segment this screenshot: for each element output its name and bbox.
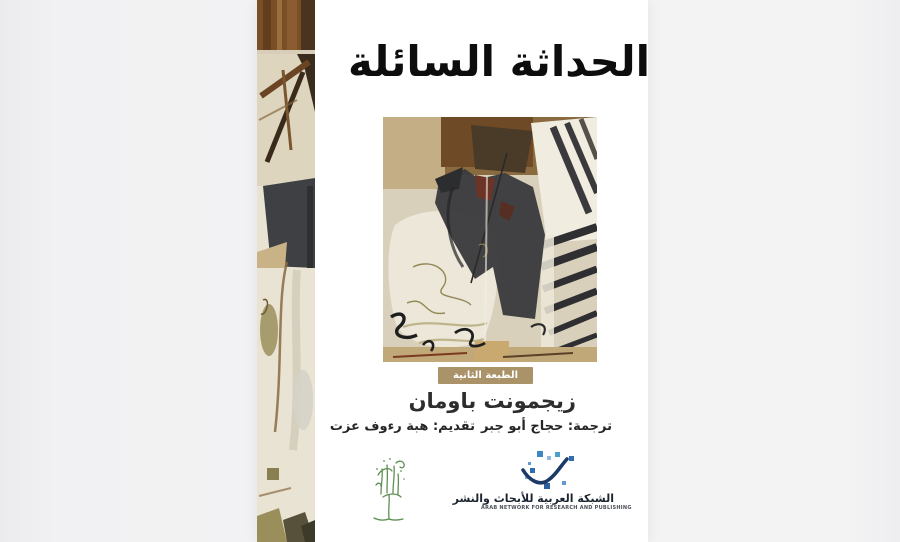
translation-credit: ترجمة: حجاج أبو جبر [481,419,612,434]
publisher-name-english: ARAB NETWORK FOR RESEARCH AND PUBLISHING [481,505,632,511]
edition-badge: الطبعة الثانية [438,367,533,384]
foreword-credit: تقديم: هبة رءوف عزت [329,419,475,434]
cover-artwork [383,117,597,362]
book-cover [257,0,651,542]
green-calligraphy-tree-icon [371,455,407,523]
publisher-logo-block [452,450,632,512]
book-title: الحداثة السائلة [347,37,651,86]
publisher-network-check-icon [519,450,577,492]
publisher-name-arabic: الشبكة العربية للأبحاث والنشر [452,492,614,505]
spine-artwork [257,0,315,542]
author-name: زيجمونت باومان [408,389,576,413]
